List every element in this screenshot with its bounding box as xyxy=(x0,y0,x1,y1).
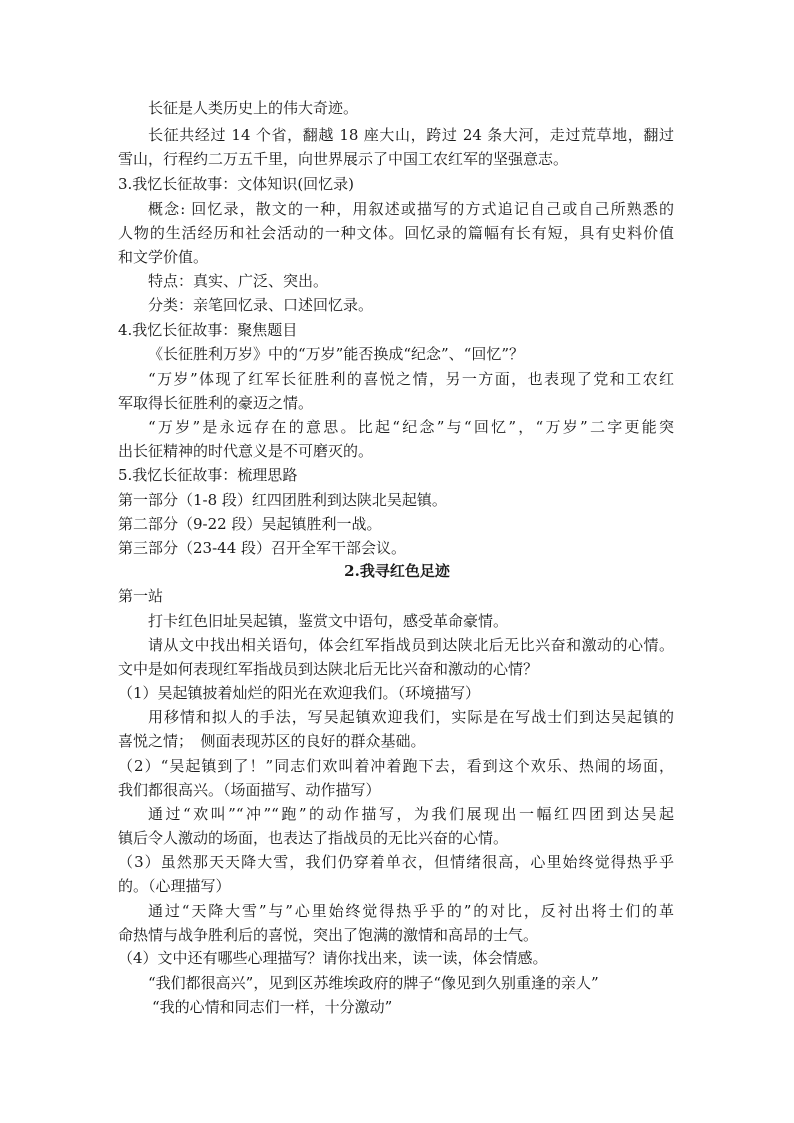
section-heading: 4.我忆长征故事：聚焦题目 xyxy=(118,321,298,339)
text-line: （1）吴起镇披着灿烂的阳光在欢迎我们。（环境描写） xyxy=(118,684,481,702)
text-line: 第一部分（1-8 段）红四团胜利到达陕北吴起镇。 xyxy=(118,491,447,509)
text-line: 特点：真实、广泛、突出。 xyxy=(148,272,329,290)
text-line: 概念: 回忆录，散文的一种，用叙述或描写的方式追记自己或自己所熟悉的 xyxy=(148,200,674,218)
text-line: 用移情和拟人的手法，写吴起镇欢迎我们，实际是在写战士们到达吴起镇的 xyxy=(148,708,674,726)
text-line: （4）文中还有哪些心理描写？请你找出来，读一读，体会情感。 xyxy=(118,949,548,967)
text-line: 镇后令人激动的场面，也表达了指战员的无比兴奋的心情。 xyxy=(118,829,509,847)
section-heading: 5.我忆长征故事：梳理思路 xyxy=(118,466,298,484)
text-line: 通过“天降大雪”与”心里始终觉得热乎乎的”的对比，反衬出将士们的革 xyxy=(148,902,674,920)
text-line: 请从文中找出相关语句，体会红军指战员到达陕北后无比兴奋和激动的心情。 xyxy=(148,636,674,654)
text-line: （2）“吴起镇到了！”同志们欢叫着冲着跑下去，看到这个欢乐、热闹的场面， xyxy=(118,757,674,775)
text-line: 命热情与战争胜利后的喜悦，突出了饱满的激情和高昂的士气。 xyxy=(118,926,539,944)
text-line: “万岁”体现了红军长征胜利的喜悦之情，另一方面，也表现了党和工农红 xyxy=(148,370,674,388)
text-line: 人物的生活经历和社会活动的一种文体。回忆录的篇幅有长有短，具有史料价值 xyxy=(118,224,674,242)
text-line: 我们都很高兴。（场面描写、动作描写） xyxy=(118,781,381,799)
text-line: 分类：亲笔回忆录、口述回忆录。 xyxy=(148,296,374,314)
text-line: 军取得长征胜利的豪迈之情。 xyxy=(118,394,314,412)
text-line: 第三部分（23-44 段）召开全军干部会议。 xyxy=(118,539,407,557)
text-line: （3）虽然那天天降大雪，我们仍穿着单衣，但情绪很高，心里始终觉得热乎乎 xyxy=(118,853,674,871)
text-line: “我们都很高兴”，见到区苏维埃政府的牌子“像见到久别重逢的亲人” xyxy=(148,974,599,992)
text-line: 出长征精神的时代意义是不可磨灭的。 xyxy=(118,442,374,460)
text-line: 第二部分（9-22 段）吴起镇胜利一战。 xyxy=(118,515,382,533)
section-title: 2.我寻红色足迹 xyxy=(344,562,450,580)
text-line: 《长征胜利万岁》中的“万岁”能否换成“纪念”、“回忆”？ xyxy=(148,345,525,363)
text-line: 长征是人类历史上的伟大奇迹。 xyxy=(148,99,359,117)
text-line: “万岁”是永远存在的意思。比起“纪念”与“回忆”，“万岁”二字更能突 xyxy=(148,418,674,436)
text-line: 文中是如何表现红军指战员到达陕北后无比兴奋和激动的心情？ xyxy=(118,660,539,678)
text-line: 的。（心理描写） xyxy=(118,877,231,895)
text-line: 和文学价值。 xyxy=(118,248,209,266)
section-heading: 3.我忆长征故事：文体知识(回忆录) xyxy=(118,175,355,193)
text-line: 通过“欢叫”“冲”“跑”的动作描写，为我们展现出一幅红四团到达吴起 xyxy=(148,805,674,823)
text-line: 打卡红色旧址吴起镇，鉴赏文中语句，感受革命豪情。 xyxy=(148,612,509,630)
text-line: 长征共经过 14 个省，翻越 18 座大山，跨过 24 条大河，走过荒草地，翻过 xyxy=(148,126,674,144)
text-line: 第一站 xyxy=(118,587,164,605)
text-line: 喜悦之情； 侧面表现苏区的良好的群众基础。 xyxy=(118,732,426,750)
text-line: 雪山，行程约二万五千里，向世界展示了中国工农红军的坚强意志。 xyxy=(118,150,569,168)
text-line: “我的心情和同志们一样，十分激动” xyxy=(152,998,393,1016)
